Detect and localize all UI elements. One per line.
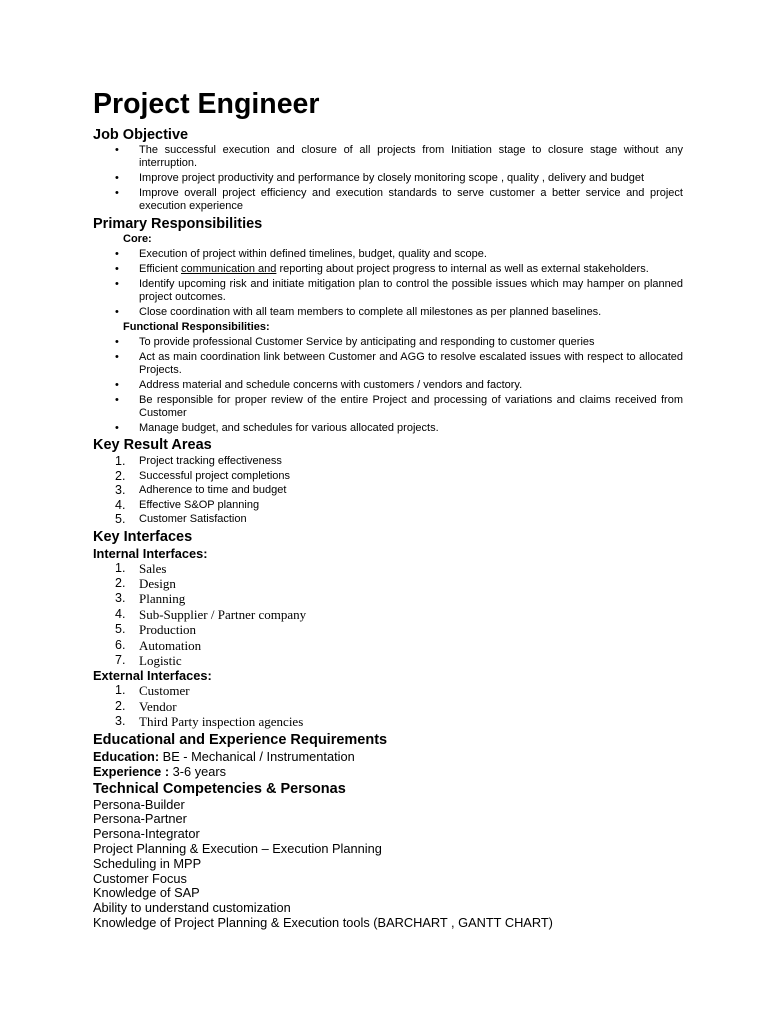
list-item: 1. Sales	[115, 560, 167, 576]
external-interfaces-list	[93, 683, 683, 729]
list-item: 3. Planning	[115, 591, 186, 607]
education-heading: Educational and Experience Requirements	[93, 731, 388, 748]
list-item: • Act as main coordination link between Customer and AGG to resolve escalated issues with respect to allocated Projects.	[115, 351, 683, 376]
list-item: 5. Production	[115, 622, 197, 638]
list-item: Persona-Builder	[93, 796, 185, 812]
functional-list	[93, 336, 683, 435]
list-item: 2. Design	[115, 575, 176, 591]
list-item: 7. Logistic	[115, 652, 182, 668]
list-item: 5. Customer Satisfaction	[115, 512, 247, 526]
competencies-heading: Technical Competencies & Personas	[93, 780, 346, 797]
list-item: Scheduling in MPP	[93, 855, 202, 871]
job-objective-list	[93, 144, 683, 213]
list-item: 2. Successful project completions	[115, 468, 291, 483]
job-objective-heading: Job Objective	[93, 127, 189, 143]
list-item: Customer Focus	[93, 870, 187, 886]
list-item: Persona-Partner	[93, 811, 187, 827]
list-item: • Improve overall project efficiency and execution standards to serve customer a better service and project execution experience	[115, 187, 683, 212]
list-item: 6. Automation	[115, 637, 202, 653]
list-item: • Be responsible for proper review of the entire Project and processing of variations and claims received from Customer	[115, 394, 683, 419]
list-item: • Manage budget, and schedules for various allocated projects.	[115, 422, 439, 434]
list-item: Knowledge of Project Planning & Execution tools (BARCHART , GANTT CHART)	[93, 914, 553, 930]
document-page	[93, 84, 683, 931]
functional-label: Functional Responsibilities:	[123, 321, 270, 333]
list-item: • Execution of project within defined timelines, budget, quality and scope.	[115, 248, 487, 260]
list-item: 4. Effective S&OP planning	[115, 497, 260, 512]
experience-line: Experience : 3-6 years	[93, 763, 227, 779]
list-item: • The successful execution and closure of all projects from Initiation stage to closure stage without any interruption.	[115, 144, 683, 169]
list-item: • Improve project productivity and performance by closely monitoring scope , quality , delivery and budget	[115, 172, 645, 184]
list-item: • Address material and schedule concerns with customers / vendors and factory.	[115, 379, 523, 391]
list-item: 3. Third Party inspection agencies	[115, 714, 304, 730]
education-line: Education: BE - Mechanical / Instrumentation	[93, 748, 355, 764]
core-label: Core:	[123, 233, 152, 245]
internal-interfaces-label: Internal Interfaces:	[93, 545, 208, 561]
list-item: 1. Project tracking effectiveness	[115, 454, 282, 468]
list-item: Persona-Integrator	[93, 826, 200, 842]
internal-interfaces-list	[93, 561, 683, 669]
list-item: • To provide professional Customer Service by anticipating and responding to customer queries	[115, 336, 595, 348]
competencies-list	[93, 798, 683, 931]
list-item: Knowledge of SAP	[93, 885, 200, 901]
primary-responsibilities-heading: Primary Responsibilities	[93, 216, 263, 232]
external-interfaces-label: External Interfaces:	[93, 668, 212, 684]
list-item: 2. Vendor	[115, 698, 177, 714]
list-item: • Identify upcoming risk and initiate mitigation plan to control the possible issues which may hamper on planned project outcomes.	[115, 278, 683, 303]
list-item: • Close coordination with all team members to complete all milestones as per planned baselines.	[115, 306, 602, 318]
list-item: • Efficient communication and reporting about project progress to internal as well as external stakeholders.	[115, 263, 649, 275]
list-item: Ability to understand customization	[93, 900, 291, 916]
list-item: 1. Customer	[115, 683, 190, 699]
key-interfaces-heading: Key Interfaces	[93, 528, 193, 545]
core-list	[93, 248, 683, 319]
list-item: 3. Adherence to time and budget	[115, 483, 287, 497]
list-item: Project Planning & Execution – Execution Planning	[93, 840, 382, 856]
key-result-areas-heading: Key Result Areas	[93, 437, 212, 453]
list-item: 4. Sub-Supplier / Partner company	[115, 606, 307, 622]
page-title: Project Engineer	[93, 88, 320, 120]
kra-list	[93, 454, 683, 527]
